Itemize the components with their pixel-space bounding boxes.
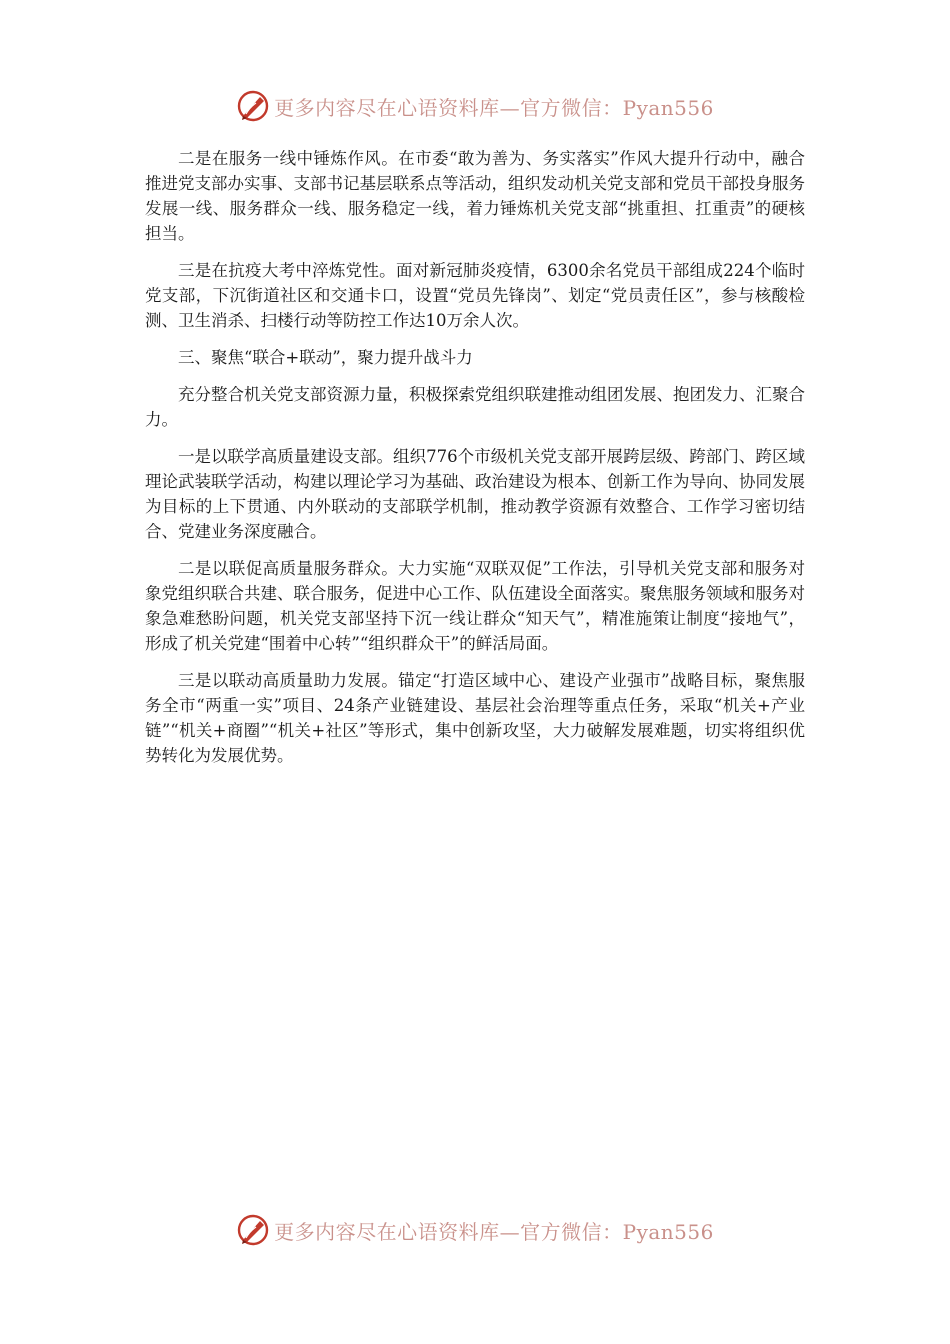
section-heading-joint: 三、聚焦“联合+联动”，聚力提升战斗力 [178,348,473,367]
paragraph-anti-epidemic: 三是在抗疫大考中淬炼党性。面对新冠肺炎疫情，6300余名党员干部组成224个临时党支部，下沉街道社区和交通卡口，设置“党员先锋岗”、划定“党员责任区”，参与核酸检测、卫生消杀、扫楼行动等防控工作达10万余人次。 [145,261,805,330]
watermark-text: 更多内容尽在心语资料库—官方微信：Pyan556 [274,1219,714,1244]
pen-logo-icon [236,89,270,123]
paragraph-joint-service: 二是以联促高质量服务群众。大力实施“双联双促”工作法，引导机关党支部和服务对象党组织联合共建、联合服务，促进中心工作、队伍建设全面落实。聚焦服务领域和服务对象急难愁盼问题，机关党支部坚持下沉一线让群众“知天气”，精准施策让制度“接地气”，形成了机关党建“围着中心转”“组织群众干”的鲜活局面。 [145,559,805,653]
paragraph-style-tempering: 二是在服务一线中锤炼作风。在市委“敢为善为、务实落实”作风大提升行动中，融合推进党支部办实事、支部书记基层联系点等活动，组织发动机关党支部和党员干部投身服务发展一线、服务群众一线、服务稳定一线，着力锤炼机关党支部“挑重担、扛重责”的硬核担当。 [145,149,805,243]
document-body [145,146,805,780]
paragraph-joint-development: 三是以联动高质量助力发展。锚定“打造区域中心、建设产业强市”战略目标，聚焦服务全市“两重一实”项目、24条产业链建设、基层社会治理等重点任务，采取“机关+产业链”“机关+商圈”“机关+社区”等形式，集中创新攻坚，大力破解发展难题，切实将组织优势转化为发展优势。 [145,671,805,765]
watermark-header [0,86,950,126]
paragraph-joint-study: 一是以联学高质量建设支部。组织776个市级机关党支部开展跨层级、跨部门、跨区域理论武装联学活动，构建以理论学习为基础、政治建设为根本、创新工作为导向、协同发展为目标的上下贯通、内外联动的支部联学机制，推动教学资源有效整合、工作学习密切结合、党建业务深度融合。 [145,447,805,541]
paragraph-resource-integration: 充分整合机关党支部资源力量，积极探索党组织联建推动组团发展、抱团发力、汇聚合力。 [145,385,805,429]
watermark-footer [0,1210,950,1250]
pen-logo-icon [236,1213,270,1247]
watermark-text: 更多内容尽在心语资料库—官方微信：Pyan556 [274,95,714,120]
